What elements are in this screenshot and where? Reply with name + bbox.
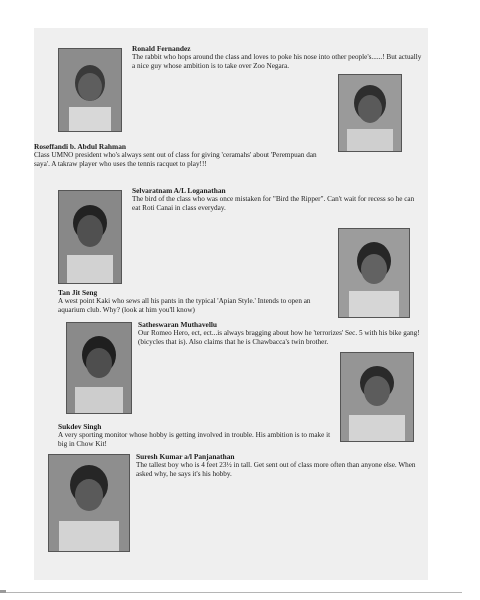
portrait-roseffandi-photo bbox=[338, 74, 402, 152]
entry-selvaratnam bbox=[132, 186, 422, 214]
student-description: A west point Kaki who sews all his pants in the typical 'Apian Style.' Intends to open an aquarium club. Why? (look at him you'll know) bbox=[58, 297, 311, 315]
student-description: Class UMNO president who's always sent out of class for giving 'ceramahs' about 'Perempuan dan saya'. A takraw player who uses the tennis racquet to play!!! bbox=[34, 151, 317, 169]
student-description: The rabbit who hops around the class and loves to poke his nose into other people's......! But actually a nice guy whose ambition is to take over Zoo Negara. bbox=[132, 53, 422, 71]
student-name: Sukdev Singh bbox=[58, 422, 102, 431]
student-name: Ronald Fernandez bbox=[132, 44, 191, 53]
student-description: The bird of the class who was once mistaken for "Bird the Ripper". Can't wait for recess so he can eat Roti Canai in class everyday. bbox=[132, 195, 415, 213]
student-name: Roseffandi b. Abdul Rahman bbox=[34, 142, 126, 151]
student-name: Satheswaran Muthavellu bbox=[138, 320, 218, 329]
portrait-satheswaran-photo bbox=[66, 322, 132, 414]
student-name: Tan Jit Seng bbox=[58, 288, 98, 297]
entry-sukdev-singh bbox=[58, 422, 336, 450]
entry-satheswaran bbox=[138, 320, 422, 348]
student-description: The tallest boy who is 4 feet 23½ in tall. Get sent out of class more often than anyone else. When asked why, he says it's his hobby. bbox=[136, 461, 416, 479]
student-description: Our Romeo Hero, ect, ect...is always bragging about how he 'terrorizes' Sec. 5 with his bike gang! (bicycles that is). Also claims that he is Chawbacca's twin brother. bbox=[138, 329, 420, 347]
student-name: Suresh Kumar a/l Panjanathan bbox=[136, 452, 235, 461]
entry-suresh-kumar bbox=[136, 452, 424, 480]
entry-ronald-fernandez bbox=[132, 44, 422, 72]
student-description: A very sporting monitor whose hobby is getting involved in trouble. His ambition is to make it big in Chow Kit! bbox=[58, 431, 331, 449]
page-edge-mark bbox=[0, 590, 6, 593]
portrait-suresh-kumar-photo bbox=[48, 454, 130, 552]
portrait-tan-jit-seng-photo bbox=[338, 228, 410, 318]
portrait-ronald-fernandez-photo bbox=[58, 48, 122, 132]
portrait-selvaratnam-photo bbox=[58, 190, 122, 284]
page-edge-line bbox=[6, 592, 462, 593]
entry-tan-jit-seng bbox=[58, 288, 336, 316]
portrait-sukdev-singh-photo bbox=[340, 352, 414, 442]
entry-roseffandi bbox=[34, 142, 330, 170]
student-name: Selvaratnam A/L Loganathan bbox=[132, 186, 226, 195]
